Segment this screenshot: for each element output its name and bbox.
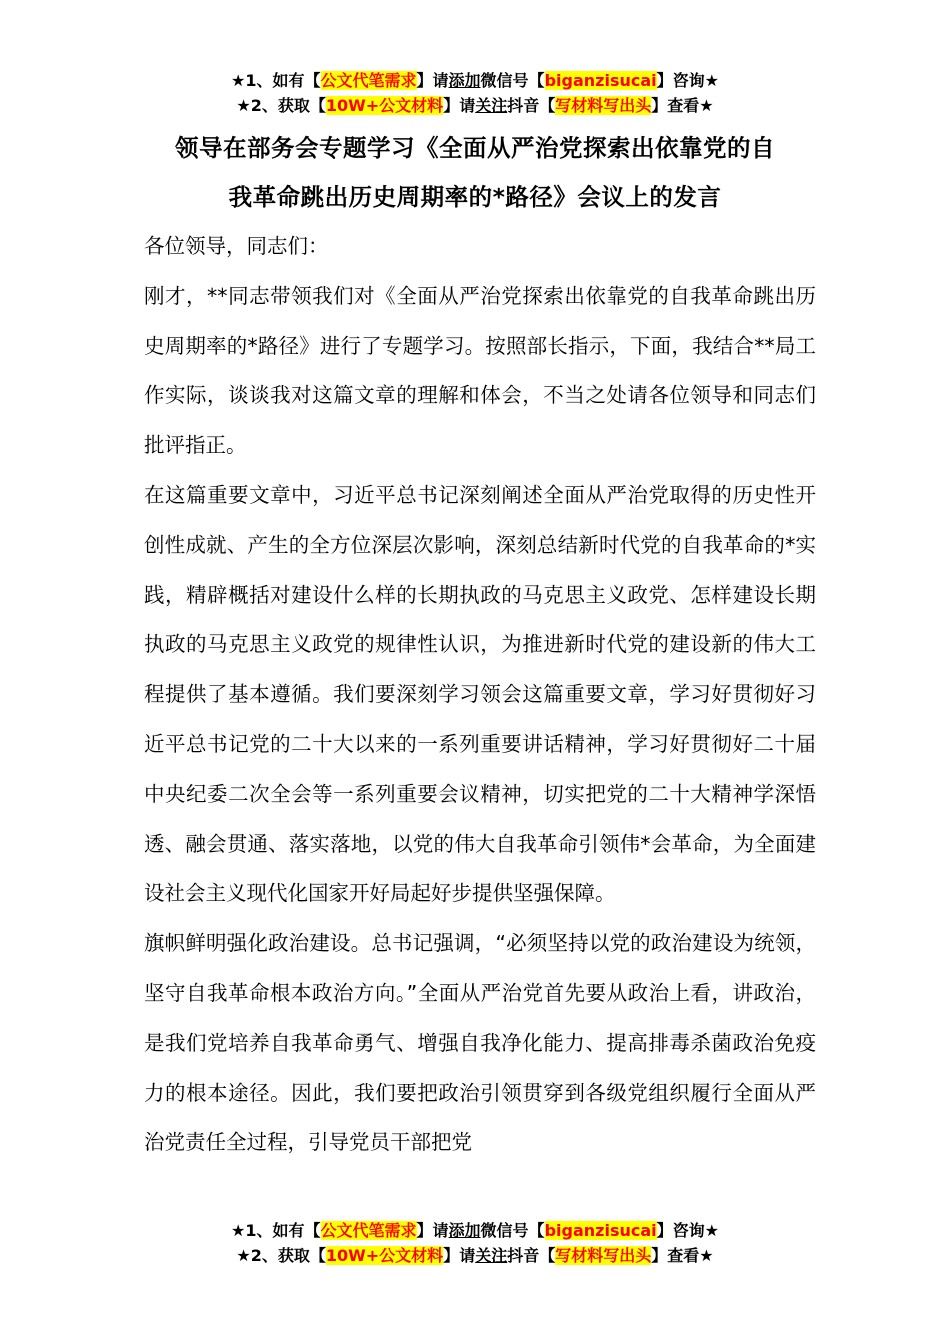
banner-highlight: biganzisucai [544, 1221, 657, 1240]
banner-highlight: 公文代笔需求 [320, 71, 417, 90]
banner-highlight: 公文代笔需求 [320, 1221, 417, 1240]
banner-text: 】请 [443, 96, 476, 115]
title-line-1: 领导在部务会专题学习《全面从严治党探索出依靠党的自 [175, 134, 775, 162]
banner-text: 】查看★ [651, 1246, 714, 1265]
document-title [110, 124, 840, 222]
header-banner [0, 68, 950, 118]
banner-line-1 [0, 1218, 950, 1243]
banner-highlight: 10W+公文材料 [325, 1246, 444, 1265]
paragraph: 旗帜鲜明强化政治建设。总书记强调，“必须坚持以党的政治建设为统领，坚守自我革命根本政治方向。”全面从严治党首先要从政治上看，讲政治，是我们党培养自我革命勇气、增强自我净化能力、提高排毒杀菌政治免疫力的根本途径。因此，我们要把政治引领贯穿到各级党组织履行全面从严治党责任全过程，引导党员干部把党 [144, 931, 816, 1155]
banner-underline: 关注 [475, 1246, 508, 1265]
paragraph: 刚才，**同志带领我们对《全面从严治党探索出依靠党的自我革命跳出历史周期率的*路径》进行了专题学习。按照部长指示，下面，我结合**局工作实际，谈谈我对这篇文章的理解和体会，不当之处请各位领导和同志们批评指正。 [144, 283, 816, 458]
banner-highlight: 写材料写出头 [555, 96, 652, 115]
banner-text: 】请 [443, 1246, 476, 1265]
banner-text: ★2、获取【 [236, 96, 326, 115]
document-body [144, 222, 816, 1168]
banner-line-1 [0, 68, 950, 93]
banner-text: 抖音【 [507, 96, 556, 115]
banner-text: 微信号【 [480, 1221, 545, 1240]
banner-highlight: biganzisucai [544, 71, 657, 90]
banner-underline: 添加 [448, 1221, 481, 1240]
banner-text: ★1、如有【 [231, 71, 321, 90]
banner-underline: 添加 [448, 71, 481, 90]
banner-text: 】请 [416, 1221, 449, 1240]
banner-highlight: 10W+公文材料 [325, 96, 444, 115]
paragraph: 在这篇重要文章中，习近平总书记深刻阐述全面从严治党取得的历史性开创性成就、产生的全方位深层次影响，深刻总结新时代党的自我革命的*实践，精辟概括对建设什么样的长期执政的马克思主义政党、怎样建设长期执政的马克思主义政党的规律性认识，为推进新时代党的建设新的伟大工程提供了基本遵循。我们要深刻学习领会这篇重要文章，学习好贯彻好习近平总书记党的二十大以来的一系列重要讲话精神，学习好贯彻好二十届中央纪委二次全会等一系列重要会议精神，切实把党的二十大精神学深悟透、融会贯通、落实落地，以党的伟大自我革命引领伟*会革命，为全面建设社会主义现代化国家开好局起好步提供坚强保障。 [144, 482, 816, 906]
banner-text: 】查看★ [651, 96, 714, 115]
banner-text: 抖音【 [507, 1246, 556, 1265]
title-line-2: 我革命跳出历史周期率的*路径》会议上的发言 [228, 183, 722, 211]
banner-highlight: 写材料写出头 [555, 1246, 652, 1265]
banner-line-2 [0, 93, 950, 118]
banner-text: ★2、获取【 [236, 1246, 326, 1265]
banner-text: 】咨询★ [656, 1221, 719, 1240]
banner-text: 】咨询★ [656, 71, 719, 90]
banner-text: 】请 [416, 71, 449, 90]
footer-banner [0, 1218, 950, 1268]
greeting: 各位领导，同志们： [144, 234, 329, 258]
banner-underline: 关注 [475, 96, 508, 115]
banner-line-2 [0, 1243, 950, 1268]
banner-text: ★1、如有【 [231, 1221, 321, 1240]
banner-text: 微信号【 [480, 71, 545, 90]
